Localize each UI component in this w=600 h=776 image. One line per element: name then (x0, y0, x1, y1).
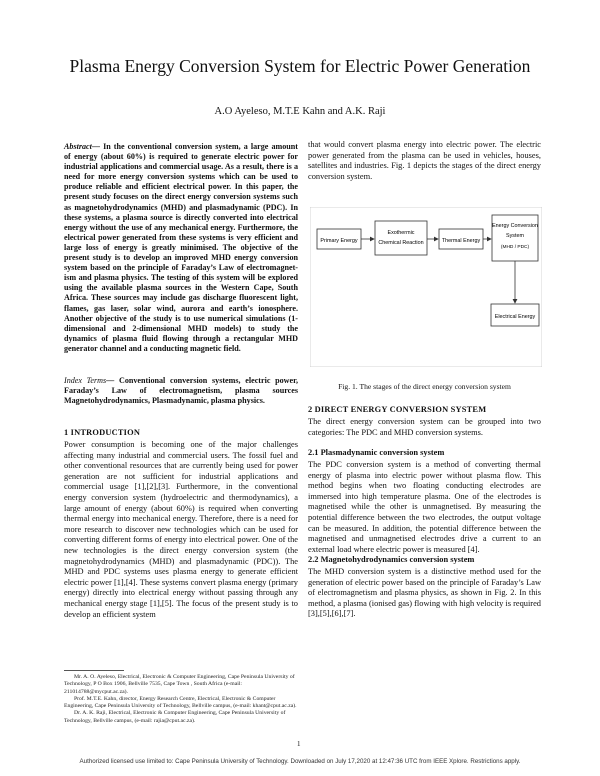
abstract-text: — In the conventional conversion system, a large amount of energy (about 60%) is required to generate electric power for industrial applications and commercial usage. As a result, there is a need for more energy conversion systems which can be used to produce reliable and efficient electrical power. In this paper, the present study focuses on the direct energy conversion systems such as magnetohydrodynamics (MHD) and plasmadynamic (PDC). In these systems, a plasma source is directly converted into electrical energy without the use of any mechanical energy. Furthermore, the electrical power generated from these systems is very efficient and large loss of energy is greatly minimised. The objective of the present study is to develop an improved MHD energy conversion system based on the principle of Faraday’s Law of electromagnet-ism and plasma physics. The testing of this system will be explored using the available plasma sources in the Western Cape, South Africa. These sources may include gas discharge fluorescent light, flames, gas laser, solar wind, aurora and earth’s ionosphere. Another objective of the study is to use numerical simulations (1-dimensional and 2-dimensional MHD models) to study the dynamics of plasma fluid flowing through a rectangular MHD generator channel and a conducting magnetic field. (64, 142, 298, 353)
index-terms-label: Index Terms (64, 376, 107, 385)
label-system: System (506, 233, 524, 239)
author-footnotes (64, 674, 298, 725)
footnote-rule (64, 670, 124, 671)
section-2-2-heading: 2.2 Magnetohydrodynamics conversion system (308, 555, 475, 564)
abstract-label: Abstract (64, 142, 92, 151)
paper-title: Plasma Energy Conversion System for Electric Power Generation (69, 56, 531, 76)
footnote-raji: Dr. A. K. Raji, Electrical, Electronic & Computer Engineering, Cape Peninsula University of Technology, Bellville campus, (e-mail: rajia@cput.ac.za). (64, 710, 286, 724)
right-intro-text: that would convert plasma energy into electric power. The electric power generated from the plasma can be used in vehicles, houses, satellites and industries. Fig. 1 depicts the stages of the direct energy conversion system. (308, 140, 541, 181)
section-2-heading: 2 DIRECT ENERGY CONVERSION SYSTEM (308, 405, 487, 414)
footnote-ayeleso: Mr. A. O. Ayeleso, Electrical, Electronic & Computer Engineering, Cape Peninsula University of Technology, P O Box 1906, Bellville 7535, Cape Town , South Africa (e-mail: 211014788@mycput.ac.za). (64, 674, 295, 695)
section-2-1-text: The PDC conversion system is a method of converting thermal energy of plasma into electric power without plasma flow. This method begins when two floating conducting electrodes are immersed into high temperature plasma. One of the electrodes is magnetised while the other is unmagnetised. By measuring the potential difference between the two electrodes, the output voltage can be measured. In addition, the potential difference between the magnetised and unmagnetised electrodes drive a current to an external load where electric power is measured [4]. (308, 460, 541, 554)
label-mhd-pdc: (MHD / PDC) (500, 245, 530, 250)
abstract (64, 142, 298, 354)
label-primary-energy: Primary Energy (320, 238, 358, 244)
label-exothermic: Exothermic (387, 230, 415, 236)
footnote-kahn: Prof. M.T.E. Kahn, director, Energy Research Centre, Electrical, Electronic & Computer Engineering, Cape Peninsula University of Technology, Bellville campus, (e-mail: khant@cput.ac.za). (64, 695, 297, 710)
page-number: 1 (297, 740, 301, 748)
label-energy-conversion: Energy Conversion (492, 223, 538, 229)
label-chemical-reaction: Chemical Reaction (378, 240, 424, 246)
section-1-heading: 1 INTRODUCTION (64, 428, 141, 437)
author-list: A.O Ayeleso, M.T.E Kahn and A.K. Raji (214, 106, 386, 117)
license-footer: Authorized licensed use limited to: Cape Peninsula University of Technology. Downloaded on July 17,2020 at 12:47:36 UTC from IEEE Xplore. Restrictions apply. (79, 758, 521, 765)
section-1-text: Power consumption is becoming one of the major challenges affecting many industrial and commercial users. The fossil fuel and other conventional resources that are currently being used for power generation are not sufficient for industrial applications and commercial usage [1],[2],[3]. Furthermore, in the conventional energy conversion system (hydroelectric and thermodynamics), a large amount of energy (about 60%) is required when converting thermal energy into mechanical energy. Therefore, there is a need for more research to discover new technologies which can be used for converting different forms of energy into electrical power. One of the new technologies is the direct energy conversion system (the magnetohydrodynamics (MHD) and plasmadynamic (PDC)). The MHD and PDC systems uses plasma energy to generate efficient electric power [1],[4]. These systems convert plasma energy (primary energy) directly into electrical energy without passing through any mechanical energy stage [1],[5]. The focus of the present study is to develop an efficient system (64, 440, 298, 619)
label-electrical-energy: Electrical Energy (494, 314, 536, 320)
figure-1-caption: Fig. 1. The stages of the direct energy conversion system (338, 382, 511, 391)
section-2-1-heading: 2.1 Plasmadynamic conversion system (308, 448, 445, 457)
box-exothermic (375, 221, 427, 255)
index-terms-text: — Conventional conversion systems, electric power, Faraday’s Law of electromagnetism, plasma sources Magnetohydrodynamics, Plasmadynamic, plasma physics. (64, 376, 298, 406)
section-2-text: The direct energy conversion system can be grouped into two categories: The PDC and MHD conversion systems. (308, 417, 541, 437)
section-2-2-text: The MHD conversion system is a distinctive method used for the generation of electric power based on the principle of Faraday’s Law of electromagnetism and plasma physics, as shown in Fig. 2. In this method, a plasma (ionised gas) flowing with high velocity is required [3],[5],[6],[7]. (308, 567, 541, 619)
index-terms (64, 376, 298, 406)
label-thermal-energy: Thermal Energy (441, 238, 481, 244)
figure-1-diagram (310, 207, 542, 367)
